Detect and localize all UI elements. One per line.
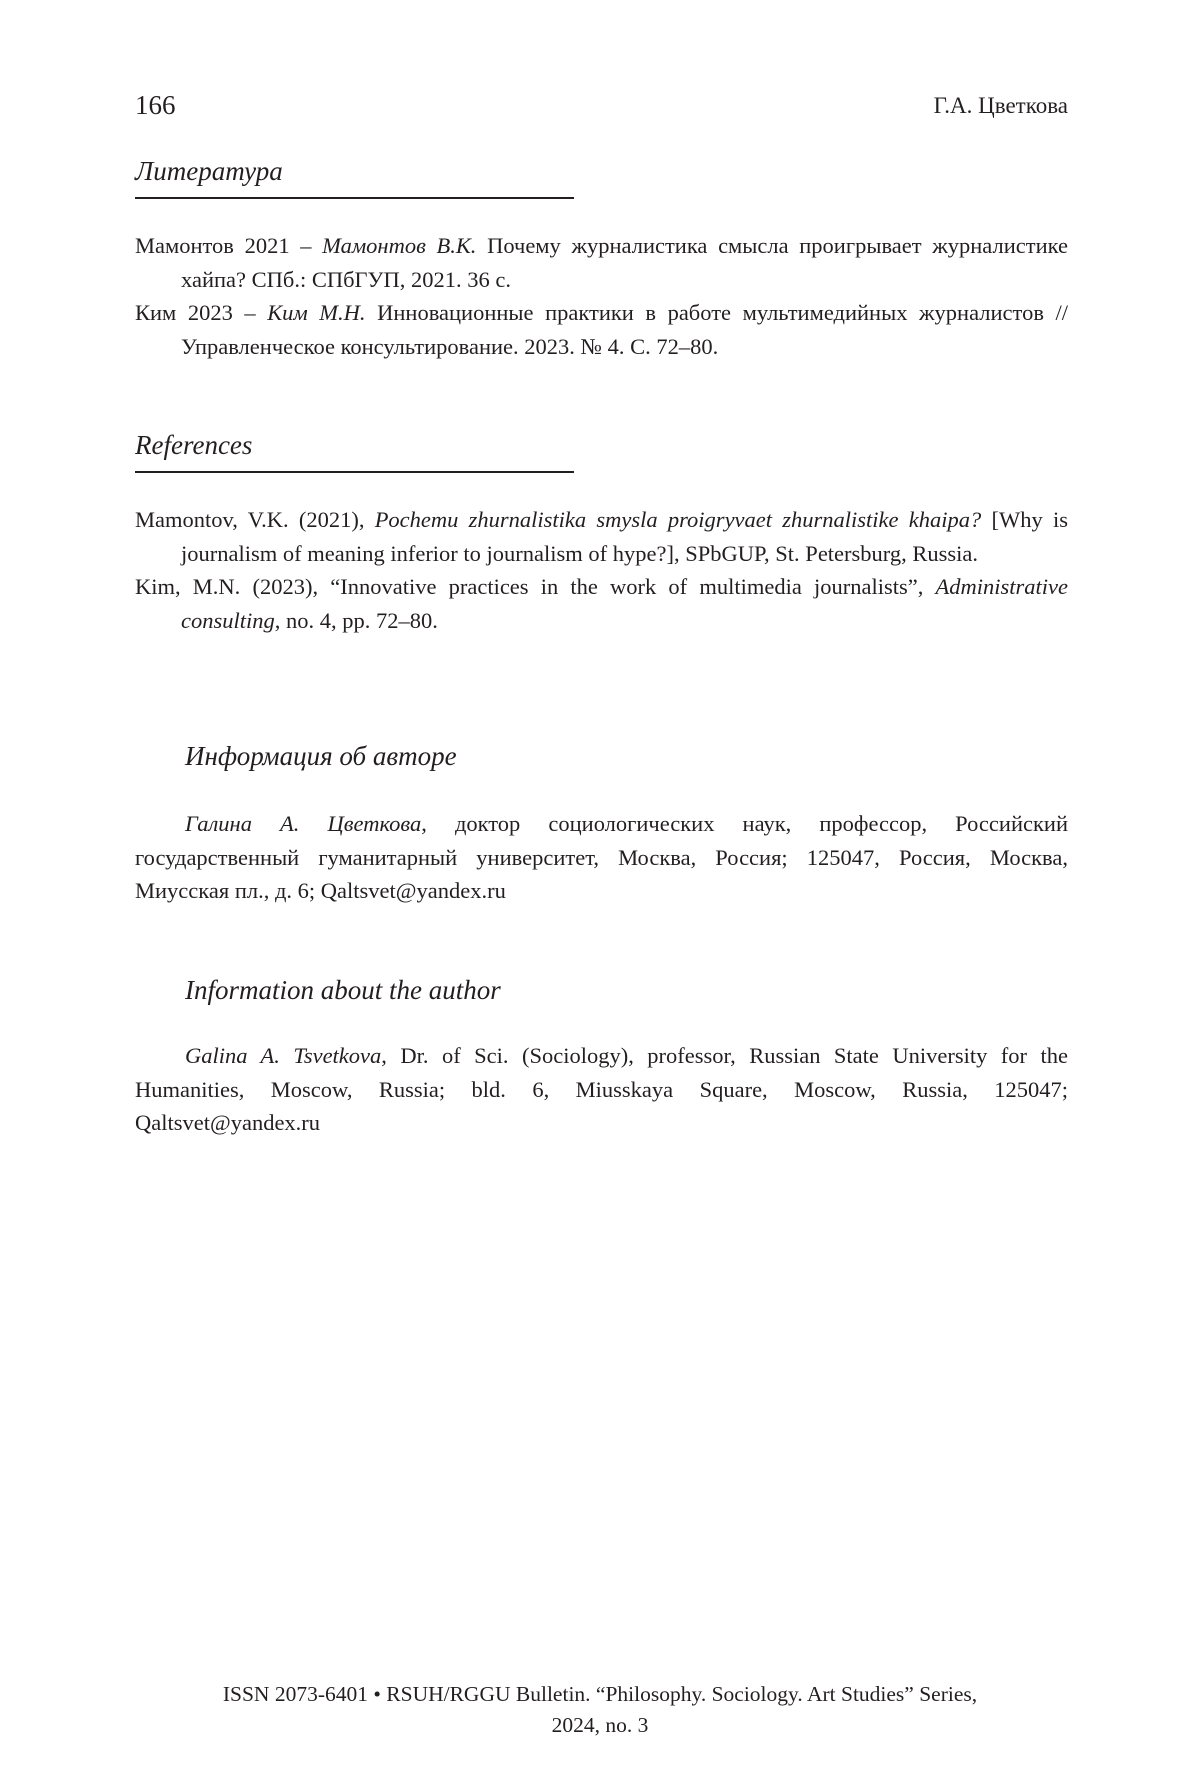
running-head: Г.А. Цветкова xyxy=(933,93,1068,118)
author-name: Галина А. Цветкова xyxy=(185,811,422,836)
footer-line: ISSN 2073-6401 • RSUH/RGGU Bulletin. “Philosophy. Sociology. Art Studies” Series, xyxy=(222,1682,978,1706)
ref-lead: Ким 2023 – xyxy=(135,300,268,325)
author-info-ru xyxy=(135,807,1068,908)
author-info-en xyxy=(135,1039,1068,1140)
heading-underline xyxy=(135,471,574,473)
ref-text: Kim, M.N. (2023), “Innovative practices in the work of multimedia journalists”, xyxy=(135,574,936,599)
reference-item xyxy=(135,570,1068,637)
page-number: 166 xyxy=(135,90,176,120)
author-info-heading-en: Information about the author xyxy=(185,975,501,1005)
ref-author: Ким М.Н. xyxy=(267,300,366,325)
author-details: , доктор социологических наук, профессор, Российский государственный гуманитарный университет, Москва, Россия; 125047, Россия, Москва, Миусская пл., д. 6; Qaltsvet@yandex.ru xyxy=(135,811,1068,903)
footer-line: 2024, no. 3 xyxy=(551,1713,649,1737)
references-heading: References xyxy=(135,430,253,460)
ref-lead: Мамонтов 2021 – xyxy=(135,233,323,258)
author-name: Galina A. Tsvetkova xyxy=(185,1043,382,1068)
ref-title: Administrative consulting xyxy=(181,574,1068,633)
ref-title: Pochemu zhurnalistika smysla proigryvaet zhurnalistike khaipa? xyxy=(374,507,982,532)
ref-text: Почему журналистика смысла проигрывает журналистике хайпа? СПб.: СПбГУП, 2021. 36 с. xyxy=(181,233,1068,292)
ref-text: [Why is journalism of meaning inferior to journalism of hype?], SPbGUP, St. Petersburg, Russia. xyxy=(181,507,1068,566)
literatura-list xyxy=(135,229,1068,363)
literatura-heading: Литература xyxy=(135,156,283,186)
heading-underline xyxy=(135,197,574,199)
author-info-heading-ru: Информация об авторе xyxy=(185,741,457,771)
reference-item xyxy=(135,296,1068,363)
journal-footer xyxy=(0,1679,1200,1741)
reference-item xyxy=(135,503,1068,570)
references-list xyxy=(135,503,1068,637)
ref-author: Мамонтов В.К. xyxy=(322,233,477,258)
author-details: , Dr. of Sci. (Sociology), professor, Russian State University for the Humanities, Moscow, Russia; bld. 6, Miusskaya Square, Moscow, Russia, 125047; Qaltsvet@yandex.ru xyxy=(135,1043,1068,1135)
ref-text: Mamontov, V.K. (2021), xyxy=(135,507,375,532)
ref-text: Инновационные практики в работе мультимедийных журналистов // Управленческое консультирование. 2023. № 4. С. 72–80. xyxy=(181,300,1069,359)
reference-item xyxy=(135,229,1068,296)
ref-text: , no. 4, pp. 72–80. xyxy=(274,607,438,633)
